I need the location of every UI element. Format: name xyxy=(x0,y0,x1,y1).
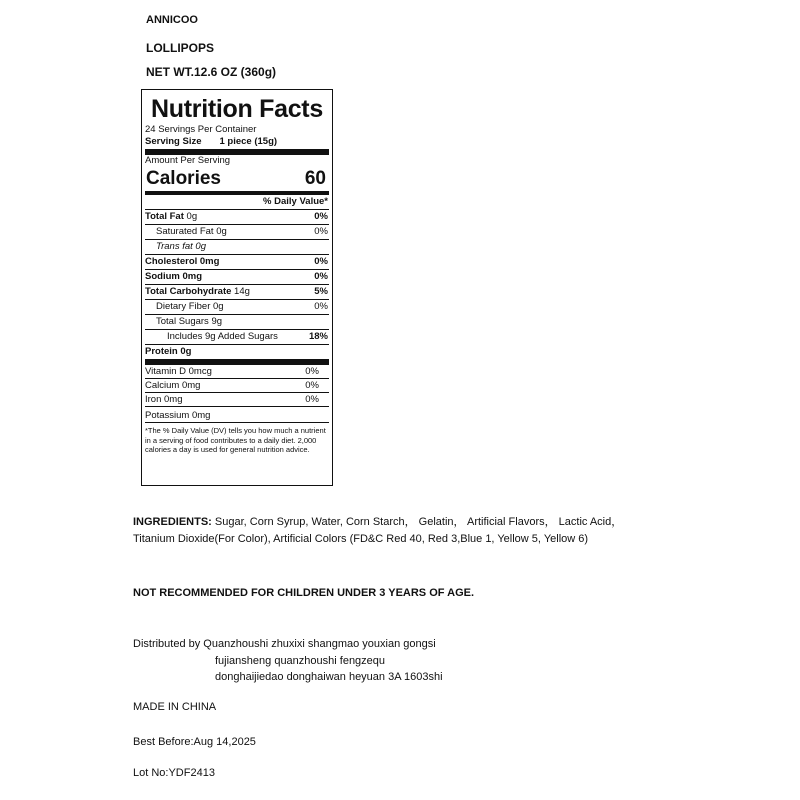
serving-size-row xyxy=(145,136,329,149)
ingredients xyxy=(133,514,653,547)
nutrient-label: Protein 0g xyxy=(145,346,192,357)
nutrition-facts-title: Nutrition Facts xyxy=(151,95,323,123)
distributor-line: Distributed by Quanzhoushi zhuxixi shangmao youxian gongsi xyxy=(133,638,436,650)
brand-name: ANNICOO xyxy=(146,14,198,26)
nutrient-percent: 0% xyxy=(314,211,328,222)
nutrient-percent: 18% xyxy=(308,331,328,342)
vitamin-percent: 0% xyxy=(305,394,319,405)
nutrient-row-cholesterol xyxy=(145,254,329,269)
vitamin-percent: 0% xyxy=(305,380,319,391)
best-before-date: Best Before:Aug 14,2025 xyxy=(133,736,256,748)
nutrition-facts-panel xyxy=(141,89,333,486)
nutrient-percent: 0% xyxy=(314,226,328,237)
nutrient-amount: 0g xyxy=(183,211,198,222)
nutrient-amount: 14g xyxy=(231,286,250,297)
ingredients-label: INGREDIENTS: xyxy=(133,516,212,528)
nutrient-row-protein xyxy=(145,344,329,359)
nutrient-label: Includes 9g Added Sugars xyxy=(167,331,278,342)
vitamin-label: Vitamin D 0mcg xyxy=(145,366,212,377)
lot-number: Lot No:YDF2413 xyxy=(133,767,215,779)
vitamin-row-iron xyxy=(145,392,329,406)
nutrient-row-total-sugars xyxy=(145,314,329,329)
nutrient-row-sodium xyxy=(145,269,329,284)
product-name: LOLLIPOPS xyxy=(146,41,215,55)
ingredients-text: Sugar, Corn Syrup, Water, Corn Starch， Gelatin， Artificial Flavors， Lactic Acid， Titanium Dioxide(For Color), Artificial Colors (FD&C Red 40, Red 3,Blue 1, Yellow 5, Yellow 6) xyxy=(133,516,623,545)
nutrient-row-trans-fat xyxy=(145,239,329,254)
net-weight: NET WT.12.6 OZ (360g) xyxy=(146,65,277,79)
country-of-origin: MADE IN CHINA xyxy=(133,701,217,713)
serving-size-value: 1 piece (15g) xyxy=(219,136,278,147)
vitamin-row-potassium xyxy=(145,406,329,422)
nutrient-percent: 0% xyxy=(314,256,328,267)
nutrient-row-total-carbohydrate xyxy=(145,284,329,299)
age-warning: NOT RECOMMENDED FOR CHILDREN UNDER 3 YEARS OF AGE. xyxy=(133,587,475,599)
nutrient-label: Cholesterol 0mg xyxy=(145,256,220,267)
nutrient-row-total-fat xyxy=(145,209,329,224)
distributor-block xyxy=(133,636,443,686)
vitamin-row-calcium xyxy=(145,378,329,392)
calories-row xyxy=(145,167,329,191)
nutrient-percent: 5% xyxy=(314,286,328,297)
calories-label: Calories xyxy=(146,168,221,189)
servings-per-container: 24 Servings Per Container xyxy=(145,124,257,135)
nutrient-label: Saturated Fat 0g xyxy=(156,226,227,237)
nutrient-row-added-sugars xyxy=(145,329,329,344)
nutrient-label: Total Fat xyxy=(145,211,184,222)
distributor-line: donghaijiedao donghaiwan heyuan 3A 1603shi xyxy=(215,671,443,683)
nutrient-label: Trans fat 0g xyxy=(156,241,206,252)
nutrient-percent: 0% xyxy=(314,301,328,312)
vitamin-label: Iron 0mg xyxy=(145,394,183,405)
daily-value-footnote: *The % Daily Value (DV) tells you how much a nutrient in a serving of food contributes to a daily diet. 2,000 calories a day is used for general nutrition advice. xyxy=(145,422,329,455)
nutrient-row-dietary-fiber xyxy=(145,299,329,314)
daily-value-header: % Daily Value* xyxy=(145,194,329,209)
nutrient-percent: 0% xyxy=(314,271,328,282)
vitamin-percent: 0% xyxy=(305,366,319,377)
nutrient-label: Total Carbohydrate xyxy=(145,286,232,297)
calories-value: 60 xyxy=(304,168,326,189)
nutrient-label: Sodium 0mg xyxy=(145,271,203,282)
nutrient-row-saturated-fat xyxy=(145,224,329,239)
vitamin-label: Calcium 0mg xyxy=(145,380,201,391)
serving-size-label: Serving Size xyxy=(145,136,202,147)
nutrient-label: Total Sugars 9g xyxy=(156,316,223,327)
distributor-line: fujiansheng quanzhoushi fengzequ xyxy=(215,654,386,667)
vitamin-row-vitamin-d xyxy=(145,365,329,378)
vitamin-label: Potassium 0mg xyxy=(145,410,211,421)
amount-per-serving: Amount Per Serving xyxy=(145,155,231,166)
nutrient-label: Dietary Fiber 0g xyxy=(156,301,224,312)
